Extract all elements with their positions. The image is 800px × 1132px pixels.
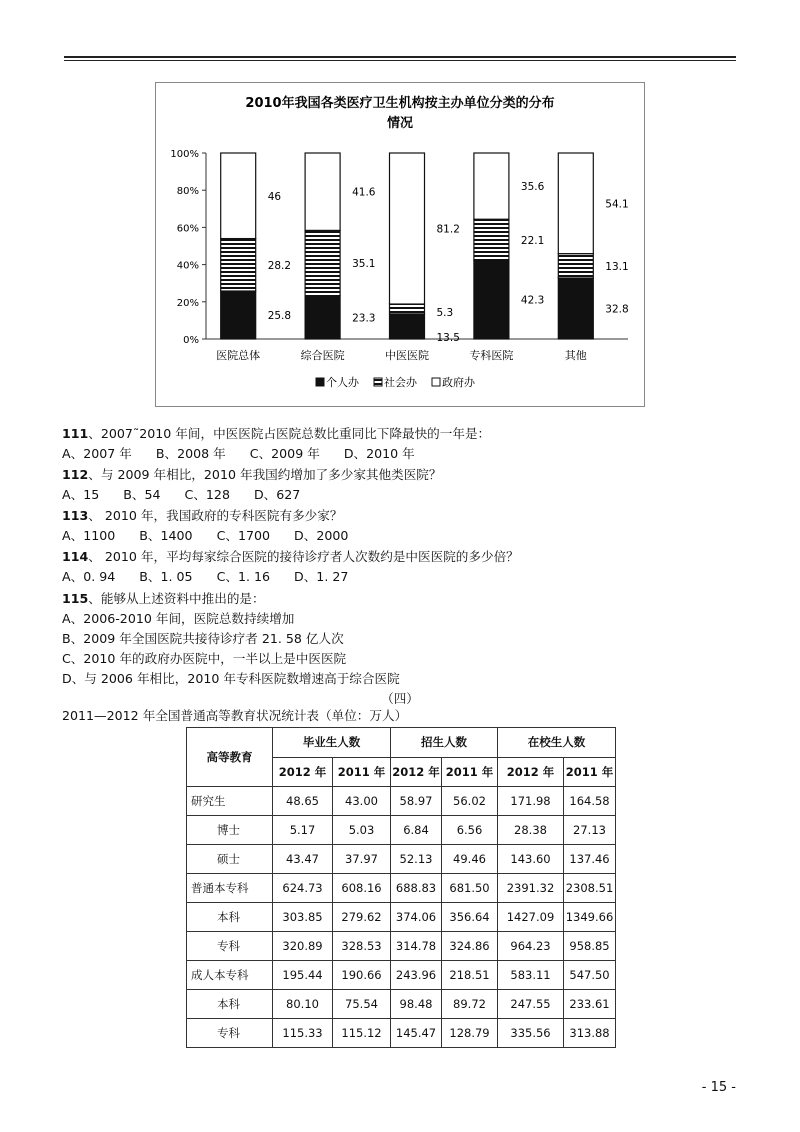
bar-segment: [558, 254, 593, 278]
data-label: 25.8: [267, 310, 292, 323]
question-113: [62, 507, 342, 525]
year-header: 2012 年: [498, 757, 564, 787]
table-cell: 52.13: [391, 845, 442, 874]
table-row: [187, 874, 616, 903]
table-cell: 374.06: [391, 903, 442, 932]
data-label: 13.1: [605, 260, 629, 273]
group-header-graduates: 毕业生人数: [273, 728, 391, 758]
table-cell: 37.97: [333, 845, 391, 874]
bar-segment: [221, 153, 256, 239]
chart-title-line1: 2010年我国各类医疗卫生机构按主办单位分类的分布: [245, 96, 555, 111]
table-cell: 1349.66: [564, 903, 616, 932]
q115-option-a: A、2006-2010 年间，医院总数持续增加: [62, 611, 295, 626]
table-cell: 608.16: [333, 874, 391, 903]
table-cell: 195.44: [273, 961, 333, 990]
x-category-label: 中医医院: [385, 349, 429, 362]
bar-segment: [474, 153, 509, 219]
q115-option-b: B、2009 年全国医院共接待诊疗者 21. 58 亿人次: [62, 631, 344, 646]
table-cell: 356.64: [442, 903, 498, 932]
table-cell: 58.97: [391, 787, 442, 816]
row-label: 本科: [187, 990, 273, 1019]
data-label: 28.2: [267, 259, 292, 272]
table-cell: 137.46: [564, 845, 616, 874]
table-cell: 328.53: [333, 932, 391, 961]
question-text: 、与 2009 年相比，2010 年我国约增加了多少家其他类医院？: [88, 467, 442, 482]
table-row: [187, 816, 616, 845]
bar-segment: [474, 219, 509, 260]
table-row: [187, 903, 616, 932]
table-cell: 583.11: [498, 961, 564, 990]
data-label: 81.2: [436, 223, 460, 236]
table-cell: 43.00: [333, 787, 391, 816]
data-label: 54.1: [605, 198, 629, 211]
question-text: 、 2010 年，我国政府的专科医院有多少家？: [88, 508, 343, 523]
legend-swatch: [432, 378, 440, 386]
table-cell: 218.51: [442, 961, 498, 990]
row-label: 普通本专科: [187, 874, 273, 903]
y-tick-label: 0%: [183, 335, 199, 346]
row-label: 博士: [187, 816, 273, 845]
table-cell: 98.48: [391, 990, 442, 1019]
table-cell: 6.56: [442, 816, 498, 845]
bar-segment: [305, 153, 340, 230]
question-options: A、2007 年 B、2008 年 C、2009 年 D、2010 年: [62, 446, 415, 461]
question-112: [62, 466, 441, 484]
table-cell: 115.33: [273, 1019, 333, 1048]
legend-swatch: [316, 378, 324, 386]
table-cell: 190.66: [333, 961, 391, 990]
bar-segment: [305, 296, 340, 339]
data-label: 5.3: [436, 307, 454, 320]
table-cell: 247.55: [498, 990, 564, 1019]
x-category-label: 综合医院: [300, 349, 345, 362]
bar-segment: [558, 153, 593, 254]
group-header-students: 在校生人数: [498, 728, 616, 758]
table-cell: 128.79: [442, 1019, 498, 1048]
table-row: [187, 961, 616, 990]
bar-segment: [390, 153, 425, 304]
table-corner-header: 高等教育: [187, 728, 273, 787]
bar-segment: [221, 239, 256, 291]
table-cell: 80.10: [273, 990, 333, 1019]
bar-segment: [390, 314, 425, 339]
table-cell: 145.47: [391, 1019, 442, 1048]
table-cell: 75.54: [333, 990, 391, 1019]
table-cell: 115.12: [333, 1019, 391, 1048]
question-115: [62, 590, 265, 608]
question-number: 114: [62, 549, 89, 564]
x-category-label: 医院总体: [216, 349, 261, 362]
question-111: [62, 425, 490, 443]
question-number: 112: [62, 467, 89, 482]
table-cell: 1427.09: [498, 903, 564, 932]
data-label: 46: [267, 190, 282, 203]
row-label: 成人本专科: [187, 961, 273, 990]
row-label: 专科: [187, 932, 273, 961]
data-label: 35.6: [520, 181, 545, 194]
table-cell: 964.23: [498, 932, 564, 961]
table-cell: 688.83: [391, 874, 442, 903]
legend-label: 个人办: [326, 376, 359, 389]
question-options: A、1100 B、1400 C、1700 D、2000: [62, 528, 349, 543]
table-cell: 958.85: [564, 932, 616, 961]
table-cell: 335.56: [498, 1019, 564, 1048]
table-cell: 279.62: [333, 903, 391, 932]
year-header: 2011 年: [564, 757, 616, 787]
data-label: 22.1: [520, 234, 545, 247]
bar-segment: [474, 260, 509, 339]
question-114: [62, 548, 519, 566]
header-rule: [64, 56, 736, 58]
table-cell: 233.61: [564, 990, 616, 1019]
year-header: 2011 年: [442, 757, 498, 787]
legend-label: 政府办: [442, 376, 475, 389]
table-cell: 28.38: [498, 816, 564, 845]
data-label: 13.5: [436, 332, 460, 344]
bar-segment: [221, 291, 256, 339]
stacked-bar-chart: [155, 82, 645, 407]
table-cell: 164.58: [564, 787, 616, 816]
table-cell: 313.88: [564, 1019, 616, 1048]
row-label: 本科: [187, 903, 273, 932]
table-row: [187, 1019, 616, 1048]
year-header: 2011 年: [333, 757, 391, 787]
header-rule-thin: [64, 60, 736, 61]
table-cell: 547.50: [564, 961, 616, 990]
table-cell: 49.46: [442, 845, 498, 874]
question-text: 、 2010 年，平均每家综合医院的接待诊疗者人次数约是中医医院的多少倍？: [88, 549, 519, 564]
table-cell: 681.50: [442, 874, 498, 903]
table-cell: 143.60: [498, 845, 564, 874]
bar-segment: [305, 230, 340, 295]
table-cell: 171.98: [498, 787, 564, 816]
education-stats-table: [186, 727, 616, 1048]
page-number: - 15 -: [701, 1080, 736, 1095]
legend-swatch: [374, 378, 382, 386]
data-label: 23.3: [352, 312, 376, 325]
y-tick-label: 20%: [176, 297, 199, 309]
data-label: 41.6: [352, 186, 376, 199]
table-cell: 43.47: [273, 845, 333, 874]
table-cell: 2391.32: [498, 874, 564, 903]
data-label: 32.8: [605, 303, 629, 316]
table-cell: 320.89: [273, 932, 333, 961]
row-label: 硕士: [187, 845, 273, 874]
row-label: 专科: [187, 1019, 273, 1048]
question-options: A、15 B、54 C、128 D、627: [62, 487, 301, 502]
y-tick-label: 80%: [176, 186, 199, 198]
question-text: 、能够从上述资料中推出的是：: [88, 591, 265, 606]
table-cell: 48.65: [273, 787, 333, 816]
question-options: A、0. 94 B、1. 05 C、1. 16 D、1. 27: [62, 569, 349, 584]
question-number: 113: [62, 508, 89, 523]
question-text: 、2007˜2010 年间，中医医院占医院总数比重同比下降最快的一年是：: [88, 426, 491, 441]
q115-option-d: D、与 2006 年相比，2010 年专科医院数增速高于综合医院: [62, 671, 400, 686]
table-cell: 6.84: [391, 816, 442, 845]
table-title: 2011—2012 年全国普通高等教育状况统计表（单位：万人）: [62, 708, 408, 723]
question-number: 115: [62, 591, 89, 606]
table-cell: 2308.51: [564, 874, 616, 903]
q115-option-c: C、2010 年的政府办医院中，一半以上是中医医院: [62, 651, 347, 666]
x-category-label: 其他: [564, 349, 587, 362]
table-row: [187, 845, 616, 874]
group-header-enrollment: 招生人数: [391, 728, 498, 758]
x-category-label: 专科医院: [469, 349, 514, 362]
year-header: 2012 年: [391, 757, 442, 787]
table-cell: 5.03: [333, 816, 391, 845]
table-row: [187, 990, 616, 1019]
y-tick-label: 100%: [170, 149, 199, 160]
table-cell: 624.73: [273, 874, 333, 903]
y-tick-label: 60%: [176, 223, 199, 235]
bar-segment: [558, 278, 593, 339]
data-label: 42.3: [520, 294, 545, 307]
table-cell: 56.02: [442, 787, 498, 816]
chart-title-line2: 情况: [386, 116, 414, 131]
legend-label: 社会办: [384, 376, 417, 389]
table-cell: 314.78: [391, 932, 442, 961]
table-cell: 5.17: [273, 816, 333, 845]
data-label: 35.1: [352, 258, 376, 271]
row-label: 研究生: [187, 787, 273, 816]
chart-canvas: [156, 83, 644, 406]
section-label: （四）: [381, 691, 419, 706]
table-row: [187, 787, 616, 816]
table-cell: 324.86: [442, 932, 498, 961]
table-row: [187, 932, 616, 961]
table-cell: 303.85: [273, 903, 333, 932]
table-cell: 243.96: [391, 961, 442, 990]
year-header: 2012 年: [273, 757, 333, 787]
y-tick-label: 40%: [176, 260, 199, 272]
bar-segment: [390, 304, 425, 314]
table-cell: 89.72: [442, 990, 498, 1019]
table-cell: 27.13: [564, 816, 616, 845]
question-number: 111: [62, 426, 89, 441]
